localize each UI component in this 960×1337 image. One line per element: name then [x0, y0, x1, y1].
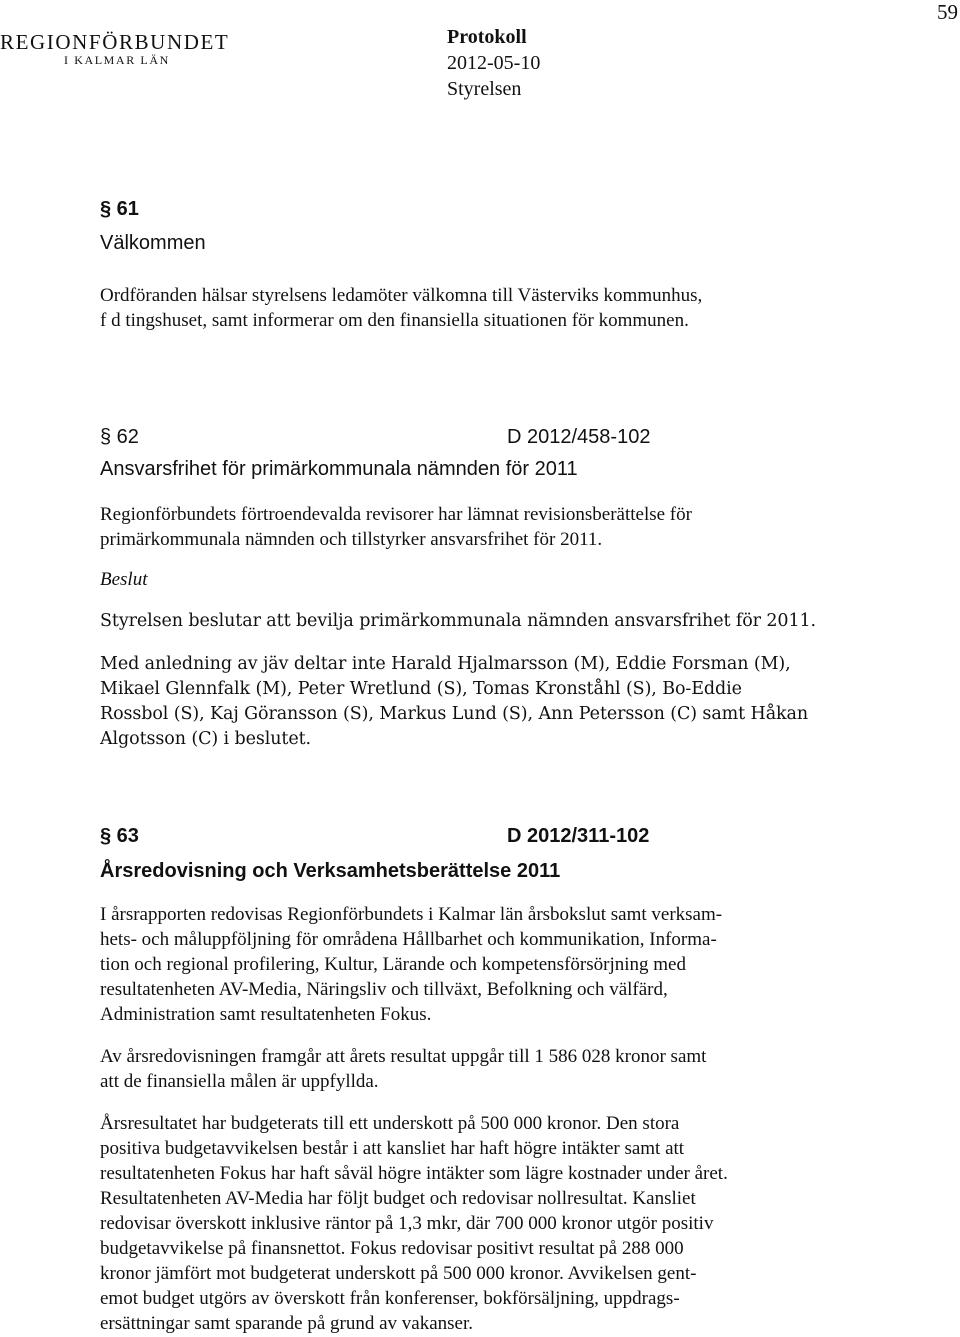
- decision-text: Styrelsen beslutar att bevilja primärkommunala nämnden ansvarsfrihet för 2011.: [100, 611, 816, 631]
- organization-logo: REGIONFÖRBUNDET: [0, 30, 230, 54]
- text-line: budgetavvikelse på finansnettot. Fokus redovisar positivt resultat på 288 000: [100, 1238, 684, 1259]
- text-line: Ordföranden hälsar styrelsens ledamöter välkomna till Västerviks kommunhus,: [100, 285, 703, 306]
- text-line: emot budget utgörs av överskott från konferenser, bokförsäljning, uppdrags-: [100, 1288, 680, 1309]
- text-line: f d tingshuset, samt informerar om den finansiella situationen för kommunen.: [100, 310, 689, 331]
- text-line: Av årsredovisningen framgår att årets resultat uppgår till 1 586 028 kronor samt: [100, 1046, 707, 1067]
- text-line: primärkommunala nämnden och tillstyrker ansvarsfrihet för 2011.: [100, 529, 603, 550]
- page-number: 59: [937, 0, 958, 24]
- text-line: ersättningar samt sparande på grund av vakanser.: [100, 1313, 474, 1334]
- text-line: positiva budgetavvikelsen består i att kansliet har haft högre intäkter samt att: [100, 1138, 685, 1159]
- text-line: hets- och måluppföljning för områdena Hållbarhet och kommunikation, Informa-: [100, 929, 717, 950]
- text-line: kronor jämfört mot budgeterat underskott på 500 000 kronor. Avvikelsen gent-: [100, 1263, 697, 1284]
- section-61-mark: § 61: [100, 198, 139, 220]
- section-63-diary-number: D 2012/311-102: [507, 825, 650, 847]
- text-line: Med anledning av jäv deltar inte Harald Hjalmarsson (M), Eddie Forsman (M),: [100, 654, 791, 674]
- text-line: Regionförbundets förtroendevalda revisorer har lämnat revisionsberättelse för: [100, 504, 692, 525]
- decision-label: Beslut: [100, 569, 148, 590]
- text-line: Rossbol (S), Kaj Göransson (S), Markus Lund (S), Ann Petersson (C) samt Håkan: [100, 704, 809, 724]
- document-header: [447, 24, 540, 102]
- section-63-paragraph-1: [100, 902, 722, 1027]
- conflict-of-interest-paragraph: [100, 652, 808, 752]
- text-line: redovisar överskott inklusive räntor på 1,3 mkr, där 700 000 kronor utgör positiv: [100, 1213, 714, 1234]
- section-62-mark: § 62: [100, 426, 139, 448]
- section-63-paragraph-2: [100, 1044, 706, 1094]
- text-line: resultatenheten AV-Media, Näringsliv och tillväxt, Befolkning och välfärd,: [100, 979, 668, 1000]
- section-63-heading: Årsredovisning och Verksamhetsberättelse 2011: [100, 860, 561, 882]
- text-line: Mikael Glennfalk (M), Peter Wretlund (S), Tomas Kronståhl (S), Bo-Eddie: [100, 679, 742, 699]
- section-63-mark: § 63: [100, 825, 139, 847]
- document-type: Protokoll: [447, 26, 527, 48]
- text-line: att de finansiella målen är uppfyllda.: [100, 1071, 379, 1092]
- meeting-body: Styrelsen: [447, 78, 522, 100]
- section-62-heading: Ansvarsfrihet för primärkommunala nämnden för 2011: [100, 458, 578, 480]
- text-line: I årsrapporten redovisas Regionförbundets i Kalmar län årsbokslut samt verksam-: [100, 904, 723, 925]
- text-line: Algotsson (C) i beslutet.: [100, 729, 311, 749]
- organization-logo-subtitle: I KALMAR LÄN: [64, 53, 170, 67]
- text-line: resultatenheten Fokus har haft såväl högre intäkter som lägre kostnader under året.: [100, 1163, 728, 1184]
- section-62-paragraph: [100, 502, 692, 552]
- text-line: Administration samt resultatenheten Fokus.: [100, 1004, 432, 1025]
- text-line: Årsresultatet har budgeterats till ett underskott på 500 000 kronor. Den stora: [100, 1113, 680, 1134]
- text-line: tion och regional profilering, Kultur, Lärande och kompetensförsörjning med: [100, 954, 686, 975]
- meeting-date: 2012-05-10: [447, 52, 541, 74]
- section-62-diary-number: D 2012/458-102: [507, 426, 651, 448]
- text-line: Resultatenheten AV-Media har följt budget och redovisar nollresultat. Kansliet: [100, 1188, 696, 1209]
- section-61-heading: Välkommen: [100, 232, 206, 254]
- section-61-paragraph: [100, 283, 702, 333]
- section-63-paragraph-3: [100, 1111, 728, 1336]
